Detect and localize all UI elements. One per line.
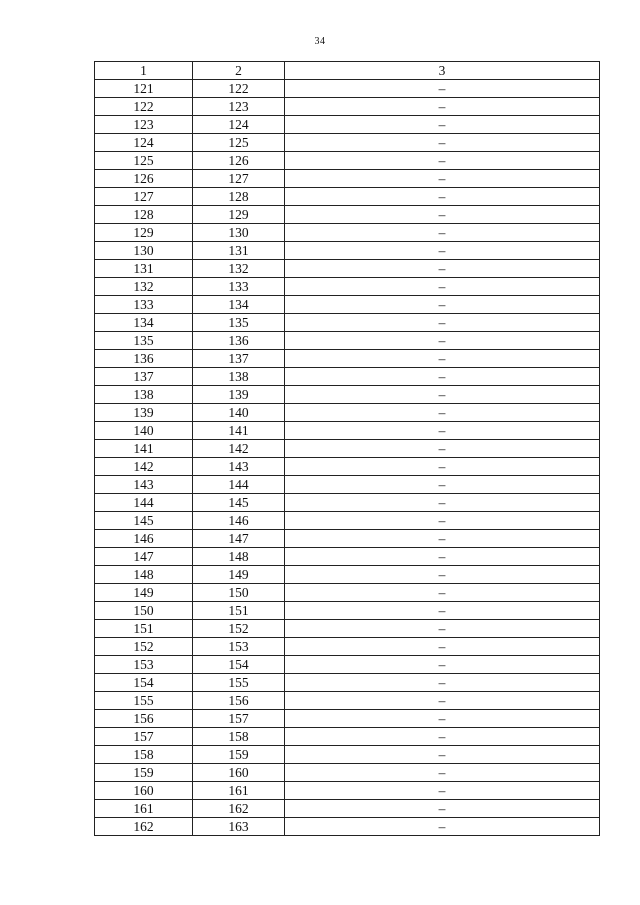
table-cell-col2: 137 <box>193 350 285 368</box>
table-row <box>95 314 600 332</box>
table-cell-col3: – <box>285 656 600 674</box>
table-cell-col2: 136 <box>193 332 285 350</box>
page-number: 34 <box>314 36 326 47</box>
table-cell-col3: – <box>285 440 600 458</box>
table-cell-col1: 143 <box>95 476 193 494</box>
table-cell-col1: 124 <box>95 134 193 152</box>
table-cell-col3: – <box>285 530 600 548</box>
table-cell-col1: 139 <box>95 404 193 422</box>
table-cell-col3: – <box>285 242 600 260</box>
table-cell-col3: – <box>285 728 600 746</box>
table-cell-col1: 153 <box>95 656 193 674</box>
column-header-3: 3 <box>285 62 600 80</box>
table-row <box>95 764 600 782</box>
table-cell-col1: 140 <box>95 422 193 440</box>
table-cell-col2: 148 <box>193 548 285 566</box>
table-cell-col1: 130 <box>95 242 193 260</box>
table-cell-col2: 156 <box>193 692 285 710</box>
table-row <box>95 620 600 638</box>
table-cell-col3: – <box>285 710 600 728</box>
table-row <box>95 548 600 566</box>
table-cell-col2: 130 <box>193 224 285 242</box>
table-row <box>95 260 600 278</box>
table-cell-col3: – <box>285 674 600 692</box>
table-cell-col3: – <box>285 260 600 278</box>
table-cell-col3: – <box>285 350 600 368</box>
table-cell-col3: – <box>285 332 600 350</box>
table-cell-col3: – <box>285 782 600 800</box>
table-cell-col1: 147 <box>95 548 193 566</box>
table-cell-col1: 128 <box>95 206 193 224</box>
table-row <box>95 170 600 188</box>
column-header-2: 2 <box>193 62 285 80</box>
table-row <box>95 224 600 242</box>
table-cell-col1: 123 <box>95 116 193 134</box>
table-cell-col3: – <box>285 134 600 152</box>
table-cell-col1: 160 <box>95 782 193 800</box>
table-cell-col1: 136 <box>95 350 193 368</box>
table-cell-col2: 125 <box>193 134 285 152</box>
table-body <box>95 62 600 836</box>
table-row <box>95 494 600 512</box>
table-row <box>95 512 600 530</box>
table-row <box>95 116 600 134</box>
table-cell-col3: – <box>285 476 600 494</box>
table-cell-col3: – <box>285 404 600 422</box>
table-cell-col2: 151 <box>193 602 285 620</box>
table-row <box>95 476 600 494</box>
table-cell-col3: – <box>285 386 600 404</box>
table-cell-col1: 135 <box>95 332 193 350</box>
table-cell-col3: – <box>285 80 600 98</box>
table-cell-col2: 154 <box>193 656 285 674</box>
table-cell-col3: – <box>285 224 600 242</box>
table-cell-col1: 145 <box>95 512 193 530</box>
table-row <box>95 278 600 296</box>
table-cell-col1: 126 <box>95 170 193 188</box>
table-row <box>95 98 600 116</box>
table-cell-col2: 124 <box>193 116 285 134</box>
table-cell-col2: 146 <box>193 512 285 530</box>
table-cell-col1: 150 <box>95 602 193 620</box>
table-cell-col3: – <box>285 746 600 764</box>
table-row <box>95 584 600 602</box>
table-cell-col2: 131 <box>193 242 285 260</box>
table-cell-col2: 150 <box>193 584 285 602</box>
table-row <box>95 332 600 350</box>
table-cell-col3: – <box>285 278 600 296</box>
table-cell-col1: 132 <box>95 278 193 296</box>
table-cell-col1: 144 <box>95 494 193 512</box>
table-cell-col3: – <box>285 296 600 314</box>
table-cell-col2: 139 <box>193 386 285 404</box>
table-cell-col3: – <box>285 764 600 782</box>
table-cell-col2: 143 <box>193 458 285 476</box>
table-cell-col2: 129 <box>193 206 285 224</box>
table-cell-col2: 128 <box>193 188 285 206</box>
table-cell-col2: 126 <box>193 152 285 170</box>
table-cell-col1: 154 <box>95 674 193 692</box>
table-cell-col1: 137 <box>95 368 193 386</box>
table-cell-col1: 131 <box>95 260 193 278</box>
table-cell-col3: – <box>285 152 600 170</box>
table-cell-col3: – <box>285 566 600 584</box>
table-cell-col1: 121 <box>95 80 193 98</box>
table-cell-col2: 159 <box>193 746 285 764</box>
table-row <box>95 728 600 746</box>
table-cell-col3: – <box>285 170 600 188</box>
table-cell-col2: 140 <box>193 404 285 422</box>
table-cell-col3: – <box>285 458 600 476</box>
table-row <box>95 440 600 458</box>
table-row <box>95 782 600 800</box>
table-row <box>95 602 600 620</box>
table-row <box>95 80 600 98</box>
table-cell-col3: – <box>285 692 600 710</box>
table-cell-col2: 153 <box>193 638 285 656</box>
table-cell-col3: – <box>285 620 600 638</box>
table-row <box>95 206 600 224</box>
table-cell-col2: 152 <box>193 620 285 638</box>
table-row <box>95 422 600 440</box>
table-cell-col1: 129 <box>95 224 193 242</box>
table-cell-col1: 133 <box>95 296 193 314</box>
table-cell-col2: 144 <box>193 476 285 494</box>
table-cell-col2: 141 <box>193 422 285 440</box>
table-row <box>95 710 600 728</box>
table-row <box>95 242 600 260</box>
table-cell-col3: – <box>285 314 600 332</box>
table-row <box>95 188 600 206</box>
table-cell-col2: 132 <box>193 260 285 278</box>
table-row <box>95 458 600 476</box>
table-cell-col2: 145 <box>193 494 285 512</box>
table-cell-col1: 161 <box>95 800 193 818</box>
table-cell-col3: – <box>285 188 600 206</box>
table-cell-col1: 127 <box>95 188 193 206</box>
table-cell-col3: – <box>285 638 600 656</box>
table-cell-col3: – <box>285 368 600 386</box>
table-row <box>95 638 600 656</box>
table-row <box>95 656 600 674</box>
table-row <box>95 818 600 836</box>
table-cell-col3: – <box>285 584 600 602</box>
table-row <box>95 134 600 152</box>
table-cell-col3: – <box>285 494 600 512</box>
table-row <box>95 296 600 314</box>
table-cell-col2: 138 <box>193 368 285 386</box>
table-row <box>95 152 600 170</box>
table-cell-col2: 133 <box>193 278 285 296</box>
table-cell-col3: – <box>285 602 600 620</box>
table-cell-col1: 148 <box>95 566 193 584</box>
table-cell-col1: 134 <box>95 314 193 332</box>
table-row <box>95 746 600 764</box>
table-row <box>95 566 600 584</box>
column-header-1: 1 <box>95 62 193 80</box>
table-cell-col1: 158 <box>95 746 193 764</box>
table-cell-col1: 151 <box>95 620 193 638</box>
table-cell-col1: 162 <box>95 818 193 836</box>
table-cell-col3: – <box>285 98 600 116</box>
table-row <box>95 404 600 422</box>
table-cell-col2: 142 <box>193 440 285 458</box>
table-cell-col2: 155 <box>193 674 285 692</box>
table-cell-col1: 156 <box>95 710 193 728</box>
table-cell-col3: – <box>285 548 600 566</box>
table-cell-col2: 149 <box>193 566 285 584</box>
table-cell-col1: 157 <box>95 728 193 746</box>
table-cell-col2: 135 <box>193 314 285 332</box>
table-cell-col2: 162 <box>193 800 285 818</box>
table-cell-col3: – <box>285 512 600 530</box>
table-cell-col1: 152 <box>95 638 193 656</box>
table-row <box>95 692 600 710</box>
table-cell-col2: 157 <box>193 710 285 728</box>
table-row <box>95 674 600 692</box>
table-header-row <box>95 62 600 80</box>
table-cell-col1: 142 <box>95 458 193 476</box>
table-cell-col1: 159 <box>95 764 193 782</box>
table-cell-col2: 158 <box>193 728 285 746</box>
table-row <box>95 350 600 368</box>
table-cell-col2: 122 <box>193 80 285 98</box>
table-cell-col3: – <box>285 206 600 224</box>
table-cell-col3: – <box>285 818 600 836</box>
table-cell-col2: 127 <box>193 170 285 188</box>
table-cell-col1: 141 <box>95 440 193 458</box>
table-cell-col1: 149 <box>95 584 193 602</box>
table-cell-col1: 122 <box>95 98 193 116</box>
table-cell-col2: 163 <box>193 818 285 836</box>
table-row <box>95 368 600 386</box>
table-cell-col2: 161 <box>193 782 285 800</box>
table-cell-col2: 123 <box>193 98 285 116</box>
table-cell-col1: 155 <box>95 692 193 710</box>
table-cell-col1: 146 <box>95 530 193 548</box>
table-cell-col3: – <box>285 422 600 440</box>
table-cell-col1: 125 <box>95 152 193 170</box>
data-table <box>94 61 600 836</box>
table-cell-col1: 138 <box>95 386 193 404</box>
table-row <box>95 800 600 818</box>
table-cell-col3: – <box>285 116 600 134</box>
table-cell-col2: 147 <box>193 530 285 548</box>
table-row <box>95 530 600 548</box>
table-cell-col2: 134 <box>193 296 285 314</box>
table-cell-col3: – <box>285 800 600 818</box>
table-cell-col2: 160 <box>193 764 285 782</box>
table-row <box>95 386 600 404</box>
